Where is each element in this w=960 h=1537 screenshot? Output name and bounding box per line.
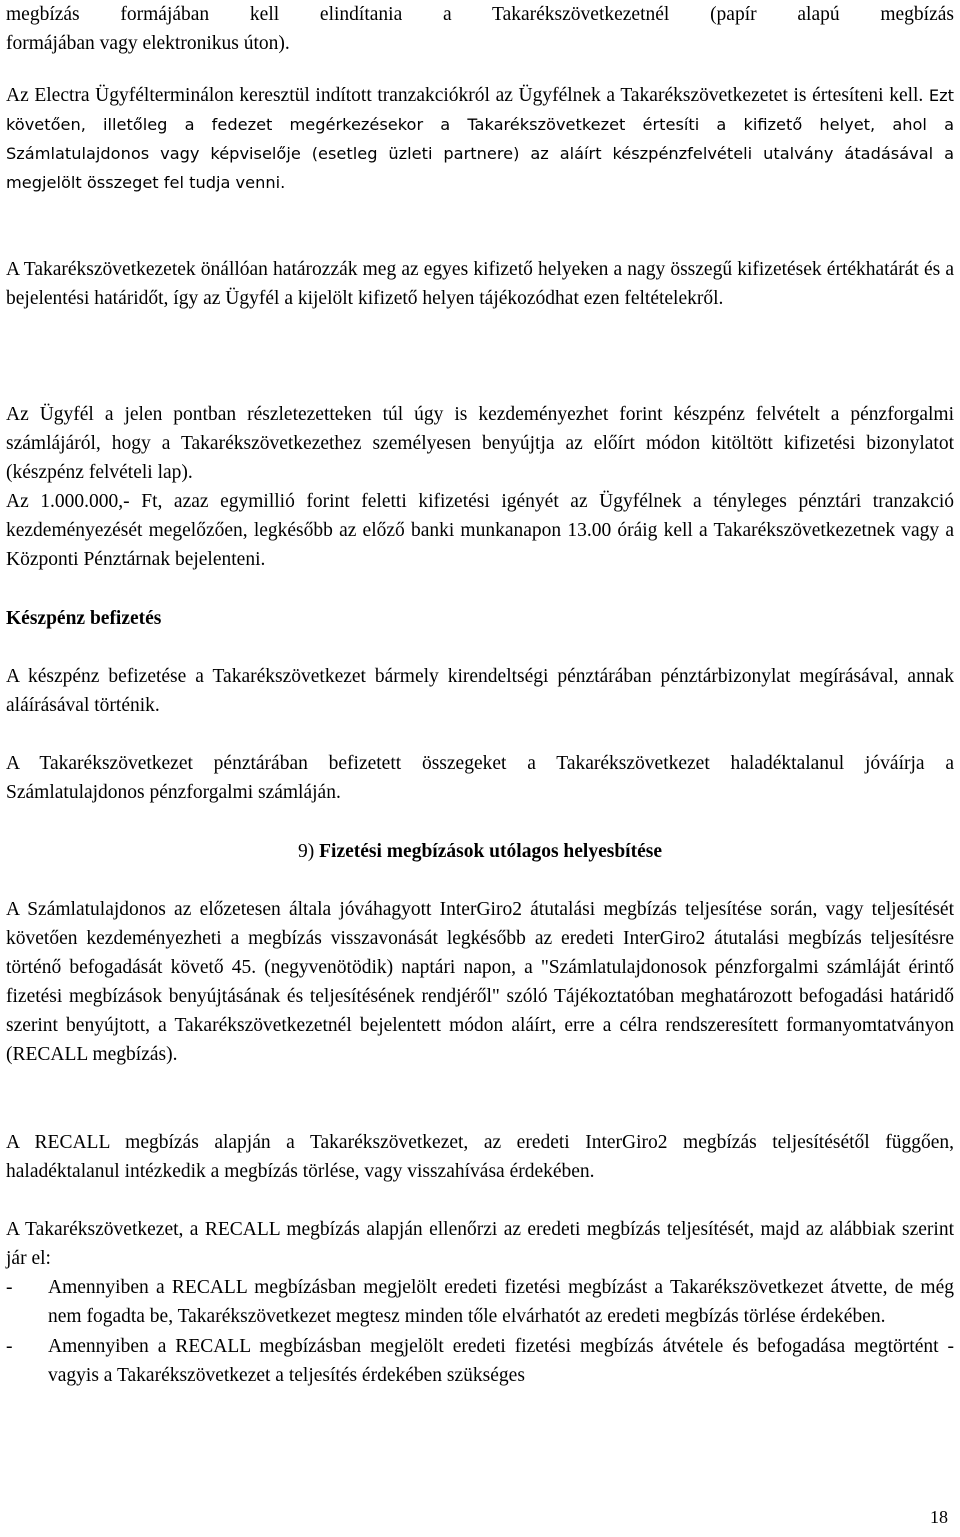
paragraph-recall-intro — [6, 895, 954, 1069]
paragraph-cash-withdrawal-text: Az Ügyfél a jelen pontban részletezetteken túl úgy is kezdeményezhet forint készpénz felvételt a pénzforgalmi számlájáról, hogy a Takarékszövetkezethez személyesen benyújtja az előírt módon kitöltött kifizetési bizonylatot (készpénz felvételi lap). — [6, 404, 954, 483]
payout-notice-text: Ezt követően, illetőleg a fedezet megérkezésekor a Takarékszövetkezet értesíti a kifizető helyet, ahol a Számlatulajdonos vagy képviselője (esetleg üzleti partnere) az aláírt készpénzfelvételi utalvány átadásával a megjelölt összeget fel tudja venni. — [6, 86, 954, 192]
paragraph-deposit — [6, 662, 954, 720]
paragraph-electra — [6, 81, 954, 197]
list-item-text: Amennyiben a RECALL megbízásban megjelölt eredeti fizetési megbízást a Takarékszövetkezet átvette, de még nem fogadta be, Takarékszövetkezet megtesz minden tőle elvárhatót az eredeti megbízás törlése érdekében. — [48, 1277, 954, 1327]
paragraph-large-amount-text: Az 1.000.000,- Ft, azaz egymillió forint feletti kifizetési igényét az Ügyfélnek a tényleges pénztári tranzakció kezdeményezését megelőzően, legkésőbb az előző banki munkanapon 13.00 óráig kell a Takarékszövetkezetnek vagy a Központi Pénztárnak bejelenteni. — [6, 491, 954, 570]
page-number: 18 — [930, 1507, 948, 1527]
paragraph-intro-line1: megbízás formájában kell elindítania a Takarékszövetkezetnél (papír alapú megbízás — [6, 4, 954, 25]
paragraph-recall-intro-text: A Számlatulajdonos az előzetesen általa jóváhagyott InterGiro2 átutalási megbízás teljesítése során, vagy teljesítését követően kezdeményezheti a megbízás visszavonását legkésőbb az eredeti InterGiro2 átutalási megbízás teljesítésre történő befogadását követő 45. (negyvenötödik) naptári napon, a "Számlatulajdonosok pénzforgalmi számláját érintő fizetési megbízások benyújtásának és teljesítésének rendjéről" szóló Tájékoztatóban meghatározott befogadási határidő szerint benyújtott, a Takarékszövetkezetnél bejelentett módon aláírt, erre a célra rendszeresített formanyomtatványon (RECALL megbízás). — [6, 899, 954, 1065]
paragraph-limits-text: A Takarékszövetkezetek önállóan határozzák meg az egyes kifizető helyeken a nagy összegű kifizetések értékhatárát és a bejelentési határidőt, így az Ügyfél a kijelölt kifizető helyen tájékozódhat ezen feltételekről. — [6, 259, 954, 309]
paragraph-recall-action-text: A RECALL megbízás alapján a Takarékszövetkezet, az eredeti InterGiro2 megbízás teljesítésétől függően, haladéktalanul intézkedik a megbízás törlése, vagy visszahívása érdekében. — [6, 1132, 954, 1182]
paragraph-large-amount — [6, 487, 954, 574]
paragraph-recall-action — [6, 1128, 954, 1186]
paragraph-electra-text — [6, 81, 954, 197]
heading-cash-deposit: Készpénz befizetés — [6, 608, 162, 629]
section-heading-cash-deposit — [6, 604, 954, 633]
list-dash: - — [6, 1336, 13, 1357]
heading-correction — [6, 837, 954, 866]
document-page — [6, 0, 954, 1537]
list-dash: - — [6, 1277, 13, 1298]
paragraph-deposit-text: A készpénz befizetése a Takarékszövetkezet bármely kirendeltségi pénztárában pénztárbizonylat megírásával, annak aláírásával történik. — [6, 666, 954, 716]
paragraph-recall-check-text: A Takarékszövetkezet, a RECALL megbízás alapján ellenőrzi az eredeti megbízás teljesítését, majd az alábbiak szerint jár el: — [6, 1219, 954, 1269]
paragraph-deposit-credit-text: A Takarékszövetkezet pénztárában befizetett összegeket a Takarékszövetkezet haladéktalanul jóváírja a Számlatulajdonos pénzforgalmi számláján. — [6, 753, 954, 803]
list-item — [6, 1332, 954, 1390]
heading-correction-number: 9) — [298, 841, 320, 862]
recall-conditions-list — [6, 1273, 954, 1390]
paragraph-deposit-credit — [6, 749, 954, 807]
paragraph-limits — [6, 255, 954, 313]
list-item — [6, 1273, 954, 1331]
paragraph-recall-check — [6, 1215, 954, 1273]
list-item-text: Amennyiben a RECALL megbízásban megjelölt eredeti fizetési megbízás átvétele és befogadása megtörtént - vagyis a Takarékszövetkezet a teljesítés érdekében szükséges — [48, 1336, 954, 1386]
electra-notice-text: Az Electra Ügyfélterminálon keresztül indított tranzakciókról az Ügyfélnek a Takarékszövetkezetet is értesíteni kell. — [6, 85, 929, 106]
section-heading-correction — [6, 837, 954, 866]
paragraph-cash-withdrawal — [6, 400, 954, 487]
paragraph-intro — [6, 0, 954, 58]
heading-correction-title: Fizetési megbízások utólagos helyesbítése — [319, 841, 662, 862]
paragraph-intro-line2: formájában vagy elektronikus úton). — [6, 33, 290, 54]
